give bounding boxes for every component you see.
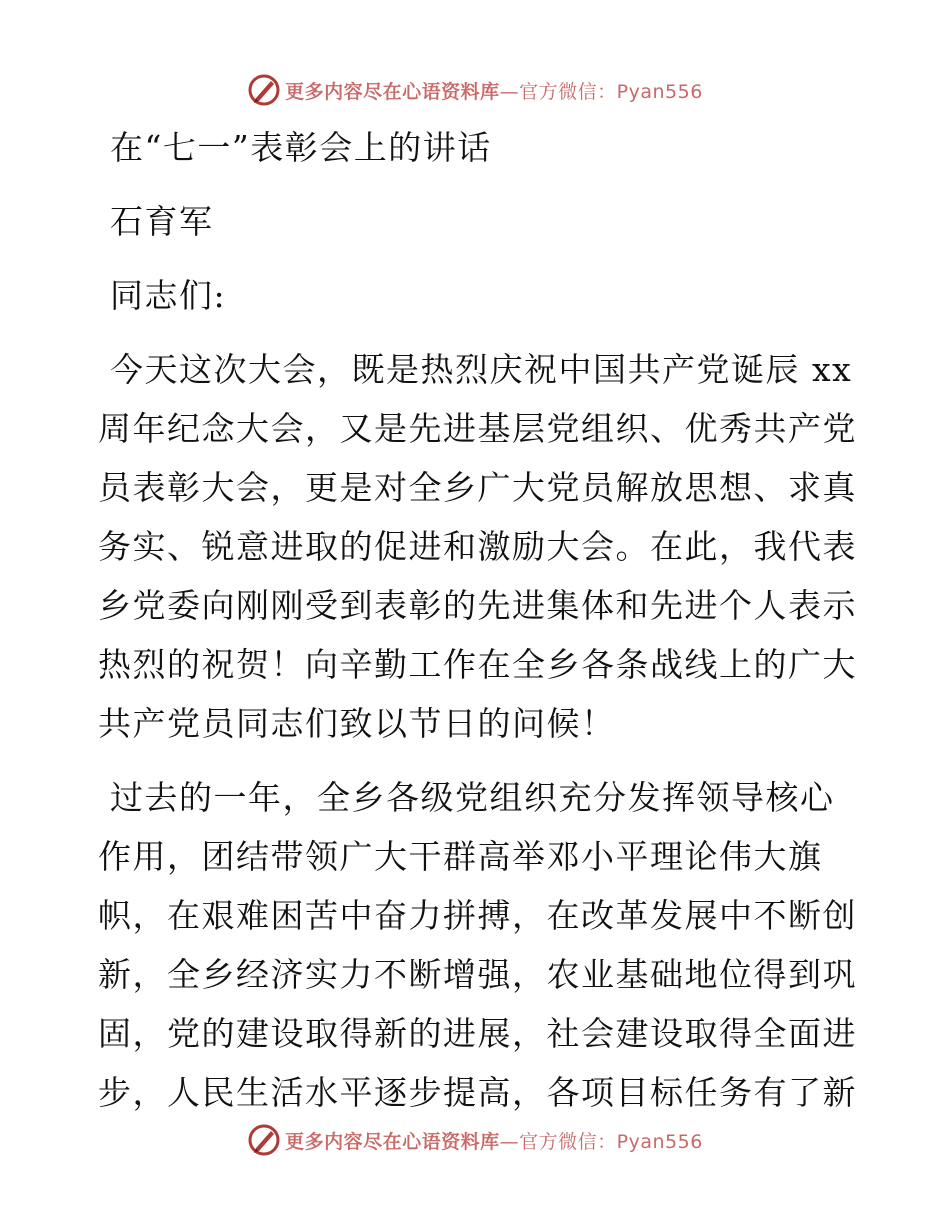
document-body <box>98 118 857 1122</box>
paragraph-line: 过去的一年，全乡各级党组织充分发挥领导核心 <box>110 778 835 817</box>
paragraph-line: 步，人民生活水平逐步提高，各项目标任务有了新 <box>98 1073 857 1112</box>
paragraph-line: 热烈的祝贺！向辛勤工作在全乡各条战线上的广大 <box>98 645 857 684</box>
paragraph-line: 周年纪念大会，又是先进基层党组织、优秀共产党 <box>98 409 857 448</box>
banner-brand-text: 更多内容尽在心语资料库 <box>285 1130 500 1153</box>
paragraph-line: 务实、锐意进取的促进和激励大会。在此，我代表 <box>98 527 857 566</box>
paragraph-line: 新，全乡经济实力不断增强，农业基础地位得到巩 <box>98 955 857 994</box>
header-banner <box>0 70 950 110</box>
paragraph-line: 共产党员同志们致以节日的问候！ <box>98 704 616 743</box>
document-title: 在“七一”表彰会上的讲话 <box>110 128 492 167</box>
banner-brand-text: 更多内容尽在心语资料库 <box>285 80 500 103</box>
banner-separator: — <box>499 1130 520 1153</box>
banner-text <box>285 77 703 104</box>
pen-logo-icon <box>247 73 281 107</box>
footer-banner <box>0 1120 950 1160</box>
paragraph-line: 帜，在艰难困苦中奋力拼搏，在改革发展中不断创 <box>98 896 857 935</box>
paragraph-line: 作用，团结带领广大干群高举邓小平理论伟大旗 <box>98 837 823 876</box>
paragraph-line: 员表彰大会，更是对全乡广大党员解放思想、求真 <box>98 468 857 507</box>
banner-separator: — <box>499 80 520 103</box>
document-author: 石育军 <box>110 202 214 241</box>
paragraph-line: 今天这次大会，既是热烈庆祝中国共产党诞辰 xx <box>110 350 853 389</box>
banner-wechat-text: 官方微信：Pyan556 <box>519 80 703 103</box>
banner-text <box>285 1127 703 1154</box>
paragraph-line: 固，党的建设取得新的进展，社会建设取得全面进 <box>98 1014 857 1053</box>
paragraph-1 <box>98 340 857 753</box>
paragraph-line: 乡党委向刚刚受到表彰的先进集体和先进个人表示 <box>98 586 857 625</box>
paragraph-2 <box>98 768 857 1122</box>
document-salutation: 同志们: <box>110 276 227 315</box>
banner-wechat-text: 官方微信：Pyan556 <box>519 1130 703 1153</box>
pen-logo-icon <box>247 1123 281 1157</box>
